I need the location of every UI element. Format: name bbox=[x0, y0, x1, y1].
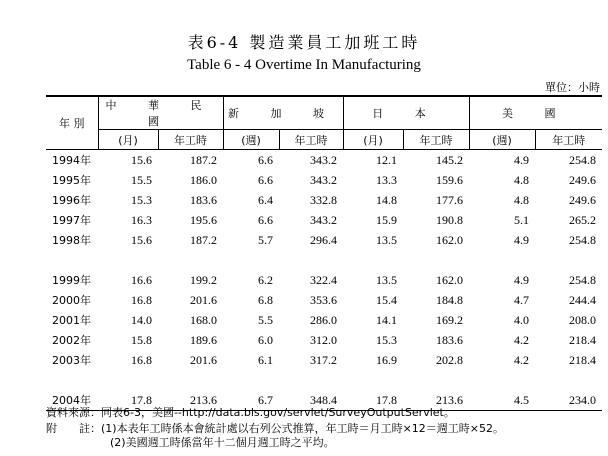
source-note: 資料來源：同表6-3，美國--http://data.bls.gov/servlet/SurveyOutputServlet。 bbox=[46, 406, 455, 419]
value-cell: 177.6 bbox=[436, 192, 463, 207]
value-cell: 4.9 bbox=[514, 272, 529, 287]
group-header-usa: 美 國 bbox=[469, 96, 602, 130]
value-cell: 159.6 bbox=[436, 172, 463, 187]
value-cell: 286.0 bbox=[310, 312, 337, 327]
value-cell: 16.3 bbox=[131, 212, 152, 227]
table-row bbox=[46, 170, 602, 190]
value-cell: 4.9 bbox=[514, 152, 529, 167]
value-cell: 15.6 bbox=[131, 152, 152, 167]
value-cell: 6.4 bbox=[258, 192, 273, 207]
table-row bbox=[46, 310, 602, 330]
table-row bbox=[46, 330, 602, 350]
value-cell: 6.6 bbox=[258, 212, 273, 227]
table-row bbox=[46, 290, 602, 310]
value-cell: 13.5 bbox=[376, 232, 397, 247]
value-cell: 168.0 bbox=[190, 312, 217, 327]
value-cell: 254.8 bbox=[569, 232, 596, 247]
value-cell: 4.2 bbox=[514, 352, 529, 367]
value-cell: 244.4 bbox=[569, 292, 596, 307]
sub-header: (週) bbox=[469, 130, 535, 150]
table-title-chinese: 表6-4 製造業員工加班工時 bbox=[187, 33, 421, 52]
value-cell: 4.5 bbox=[469, 390, 535, 411]
value-cell: 208.0 bbox=[569, 312, 596, 327]
value-cell: 12.1 bbox=[376, 152, 397, 167]
value-cell: 6.7 bbox=[223, 390, 279, 411]
value-cell: 183.6 bbox=[190, 192, 217, 207]
group-header-taiwan: 中 華 民 國 bbox=[98, 96, 223, 130]
spacer-row bbox=[46, 250, 602, 270]
value-cell: 234.0 bbox=[535, 390, 602, 411]
year-cell: 1994年 bbox=[52, 154, 91, 167]
table-row bbox=[46, 350, 602, 370]
table-row bbox=[46, 190, 602, 210]
year-cell: 2004年 bbox=[46, 390, 98, 411]
value-cell: 213.6 bbox=[158, 390, 223, 411]
value-cell: 16.9 bbox=[376, 352, 397, 367]
value-cell: 254.8 bbox=[569, 152, 596, 167]
year-column-header: 年 別 bbox=[46, 96, 98, 150]
sub-header: 年工時 bbox=[279, 130, 343, 150]
sub-header: (月) bbox=[98, 130, 158, 150]
year-cell: 1999年 bbox=[52, 274, 91, 287]
table-title-english: Table 6 - 4 Overtime In Manufacturing bbox=[187, 57, 421, 73]
value-cell: 15.4 bbox=[376, 292, 397, 307]
value-cell: 249.6 bbox=[569, 192, 596, 207]
value-cell: 199.2 bbox=[190, 272, 217, 287]
value-cell: 17.8 bbox=[343, 390, 403, 411]
value-cell: 15.6 bbox=[131, 232, 152, 247]
sub-header: (月) bbox=[343, 130, 403, 150]
value-cell: 218.4 bbox=[569, 332, 596, 347]
group-header-japan: 日 本 bbox=[343, 96, 469, 130]
year-cell: 2002年 bbox=[52, 334, 91, 347]
value-cell: 5.1 bbox=[514, 212, 529, 227]
value-cell: 162.0 bbox=[436, 272, 463, 287]
value-cell: 4.9 bbox=[514, 232, 529, 247]
value-cell: 15.9 bbox=[376, 212, 397, 227]
value-cell: 184.8 bbox=[436, 292, 463, 307]
value-cell: 4.8 bbox=[514, 192, 529, 207]
sub-header: 年工時 bbox=[535, 130, 602, 150]
value-cell: 202.8 bbox=[436, 352, 463, 367]
value-cell: 201.6 bbox=[190, 352, 217, 367]
value-cell: 17.8 bbox=[98, 390, 158, 411]
value-cell: 6.1 bbox=[258, 352, 273, 367]
value-cell: 213.6 bbox=[403, 390, 469, 411]
value-cell: 254.8 bbox=[569, 272, 596, 287]
value-cell: 6.2 bbox=[258, 272, 273, 287]
value-cell: 343.2 bbox=[310, 212, 337, 227]
table-row bbox=[46, 210, 602, 230]
value-cell: 187.2 bbox=[190, 232, 217, 247]
spacer-row bbox=[46, 370, 602, 390]
value-cell: 353.6 bbox=[310, 292, 337, 307]
value-cell: 4.0 bbox=[514, 312, 529, 327]
value-cell: 317.2 bbox=[310, 352, 337, 367]
value-cell: 15.8 bbox=[131, 332, 152, 347]
value-cell: 186.0 bbox=[190, 172, 217, 187]
value-cell: 14.1 bbox=[376, 312, 397, 327]
sub-header: (週) bbox=[223, 130, 279, 150]
value-cell: 5.5 bbox=[258, 312, 273, 327]
value-cell: 249.6 bbox=[569, 172, 596, 187]
value-cell: 14.0 bbox=[131, 312, 152, 327]
table-row bbox=[46, 270, 602, 290]
value-cell: 162.0 bbox=[436, 232, 463, 247]
value-cell: 322.4 bbox=[310, 272, 337, 287]
table-row bbox=[46, 230, 602, 250]
year-cell: 1995年 bbox=[52, 174, 91, 187]
value-cell: 4.7 bbox=[514, 292, 529, 307]
value-cell: 312.0 bbox=[310, 332, 337, 347]
group-header-singapore: 新 加 坡 bbox=[223, 96, 343, 130]
value-cell: 6.6 bbox=[258, 172, 273, 187]
value-cell: 169.2 bbox=[436, 312, 463, 327]
unit-label: 單位：小時 bbox=[545, 81, 600, 94]
sub-header: 年工時 bbox=[158, 130, 223, 150]
value-cell: 187.2 bbox=[190, 152, 217, 167]
value-cell: 348.4 bbox=[279, 390, 343, 411]
value-cell: 332.8 bbox=[310, 192, 337, 207]
value-cell: 195.6 bbox=[190, 212, 217, 227]
year-cell: 1997年 bbox=[52, 214, 91, 227]
value-cell: 265.2 bbox=[569, 212, 596, 227]
value-cell: 13.3 bbox=[376, 172, 397, 187]
value-cell: 4.8 bbox=[514, 172, 529, 187]
value-cell: 6.8 bbox=[258, 292, 273, 307]
value-cell: 4.2 bbox=[514, 332, 529, 347]
value-cell: 296.4 bbox=[310, 232, 337, 247]
value-cell: 190.8 bbox=[436, 212, 463, 227]
footnote-1: 附 註：(1)本表年工時係本會統計處以右列公式推算，年工時＝月工時×12＝週工時×52。 bbox=[46, 422, 505, 435]
footnote-2: (2)美國週工時係當年十二個月週工時之平均。 bbox=[110, 436, 335, 449]
year-cell: 1998年 bbox=[52, 234, 91, 247]
value-cell: 201.6 bbox=[190, 292, 217, 307]
value-cell: 16.8 bbox=[131, 352, 152, 367]
value-cell: 15.3 bbox=[376, 332, 397, 347]
value-cell: 343.2 bbox=[310, 152, 337, 167]
sub-header: 年工時 bbox=[403, 130, 469, 150]
value-cell: 343.2 bbox=[310, 172, 337, 187]
year-cell: 2000年 bbox=[52, 294, 91, 307]
value-cell: 183.6 bbox=[436, 332, 463, 347]
value-cell: 13.5 bbox=[376, 272, 397, 287]
value-cell: 15.3 bbox=[131, 192, 152, 207]
value-cell: 15.5 bbox=[131, 172, 152, 187]
year-cell: 1996年 bbox=[52, 194, 91, 207]
value-cell: 5.7 bbox=[258, 232, 273, 247]
value-cell: 6.0 bbox=[258, 332, 273, 347]
table-body bbox=[46, 150, 602, 411]
year-cell: 2003年 bbox=[52, 354, 91, 367]
value-cell: 6.6 bbox=[258, 152, 273, 167]
value-cell: 189.6 bbox=[190, 332, 217, 347]
value-cell: 218.4 bbox=[569, 352, 596, 367]
value-cell: 16.6 bbox=[131, 272, 152, 287]
table-row bbox=[46, 150, 602, 171]
value-cell: 16.8 bbox=[131, 292, 152, 307]
overtime-table bbox=[46, 95, 602, 411]
value-cell: 145.2 bbox=[436, 152, 463, 167]
value-cell: 14.8 bbox=[376, 192, 397, 207]
year-cell: 2001年 bbox=[52, 314, 91, 327]
